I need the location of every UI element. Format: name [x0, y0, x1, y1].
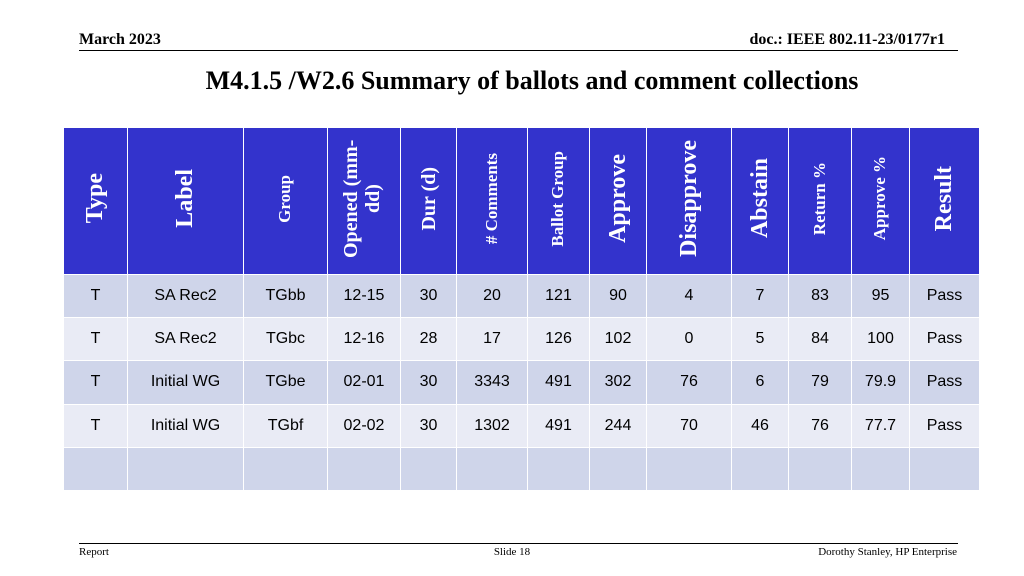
footer-left: Report: [79, 546, 109, 558]
cell-approve: 90: [590, 275, 647, 318]
cell-approve-pct: 95: [852, 275, 910, 318]
header-date: March 2023: [79, 31, 161, 48]
column-header-approve-pct: Approve %: [852, 128, 910, 275]
cell-label: SA Rec2: [128, 275, 244, 318]
cell-label: SA Rec2: [128, 318, 244, 361]
cell-duration: 30: [401, 361, 457, 404]
table-row-empty: [64, 447, 980, 490]
cell-label: [128, 447, 244, 490]
cell-disapprove: 0: [647, 318, 732, 361]
cell-comments: 20: [457, 275, 528, 318]
footer-author: Dorothy Stanley, HP Enterprise: [818, 546, 957, 558]
cell-ballot-group: [528, 447, 590, 490]
cell-comments: 17: [457, 318, 528, 361]
cell-approve-pct: [852, 447, 910, 490]
cell-ballot-group: 121: [528, 275, 590, 318]
cell-result: Pass: [910, 361, 980, 404]
cell-comments: [457, 447, 528, 490]
cell-label: Initial WG: [128, 404, 244, 447]
column-header-result: Result: [910, 128, 980, 275]
ballot-summary-table: [63, 127, 980, 491]
cell-label: Initial WG: [128, 361, 244, 404]
cell-type: T: [64, 404, 128, 447]
cell-ballot-group: 126: [528, 318, 590, 361]
column-header-disapprove: Disapprove: [647, 128, 732, 275]
cell-return-pct: [789, 447, 852, 490]
column-header-type: Type: [64, 128, 128, 275]
cell-duration: 28: [401, 318, 457, 361]
cell-duration: [401, 447, 457, 490]
cell-abstain: 46: [732, 404, 789, 447]
cell-duration: 30: [401, 404, 457, 447]
cell-type: T: [64, 318, 128, 361]
cell-approve-pct: 77.7: [852, 404, 910, 447]
cell-approve: 102: [590, 318, 647, 361]
cell-group: TGbf: [244, 404, 328, 447]
cell-group: [244, 447, 328, 490]
cell-type: [64, 447, 128, 490]
column-header-abstain: Abstain: [732, 128, 789, 275]
cell-result: [910, 447, 980, 490]
cell-result: Pass: [910, 318, 980, 361]
column-header-label: Label: [128, 128, 244, 275]
table-row: [64, 361, 980, 404]
cell-approve: [590, 447, 647, 490]
cell-return-pct: 83: [789, 275, 852, 318]
cell-disapprove: 70: [647, 404, 732, 447]
cell-group: TGbc: [244, 318, 328, 361]
footer-divider: [79, 543, 958, 544]
cell-return-pct: 76: [789, 404, 852, 447]
header-divider: [79, 50, 958, 51]
cell-disapprove: 4: [647, 275, 732, 318]
cell-result: Pass: [910, 275, 980, 318]
column-header-comments: # Comments: [457, 128, 528, 275]
cell-abstain: 6: [732, 361, 789, 404]
cell-approve-pct: 79.9: [852, 361, 910, 404]
table-row: [64, 318, 980, 361]
cell-ballot-group: 491: [528, 361, 590, 404]
column-header-group: Group: [244, 128, 328, 275]
cell-opened: 02-01: [328, 361, 401, 404]
cell-return-pct: 79: [789, 361, 852, 404]
cell-ballot-group: 491: [528, 404, 590, 447]
footer-slide-number: Slide 18: [493, 546, 531, 558]
column-header-opened: Opened (mm-dd): [328, 128, 401, 275]
cell-comments: 3343: [457, 361, 528, 404]
column-header-duration: Dur (d): [401, 128, 457, 275]
cell-abstain: [732, 447, 789, 490]
column-header-return-pct: Return %: [789, 128, 852, 275]
column-header-approve: Approve: [590, 128, 647, 275]
cell-disapprove: 76: [647, 361, 732, 404]
table-header-row: [64, 128, 980, 275]
cell-group: TGbe: [244, 361, 328, 404]
cell-opened: [328, 447, 401, 490]
cell-approve: 302: [590, 361, 647, 404]
cell-disapprove: [647, 447, 732, 490]
cell-opened: 12-15: [328, 275, 401, 318]
cell-group: TGbb: [244, 275, 328, 318]
cell-approve-pct: 100: [852, 318, 910, 361]
cell-approve: 244: [590, 404, 647, 447]
slide-title: M4.1.5 /W2.6 Summary of ballots and comment collections: [205, 66, 859, 95]
table-row: [64, 275, 980, 318]
column-header-ballot-group: Ballot Group: [528, 128, 590, 275]
cell-type: T: [64, 275, 128, 318]
cell-comments: 1302: [457, 404, 528, 447]
cell-abstain: 5: [732, 318, 789, 361]
cell-result: Pass: [910, 404, 980, 447]
cell-opened: 12-16: [328, 318, 401, 361]
header-doc-id: doc.: IEEE 802.11-23/0177r1: [749, 31, 945, 48]
cell-duration: 30: [401, 275, 457, 318]
cell-opened: 02-02: [328, 404, 401, 447]
cell-return-pct: 84: [789, 318, 852, 361]
cell-abstain: 7: [732, 275, 789, 318]
cell-type: T: [64, 361, 128, 404]
table-row: [64, 404, 980, 447]
